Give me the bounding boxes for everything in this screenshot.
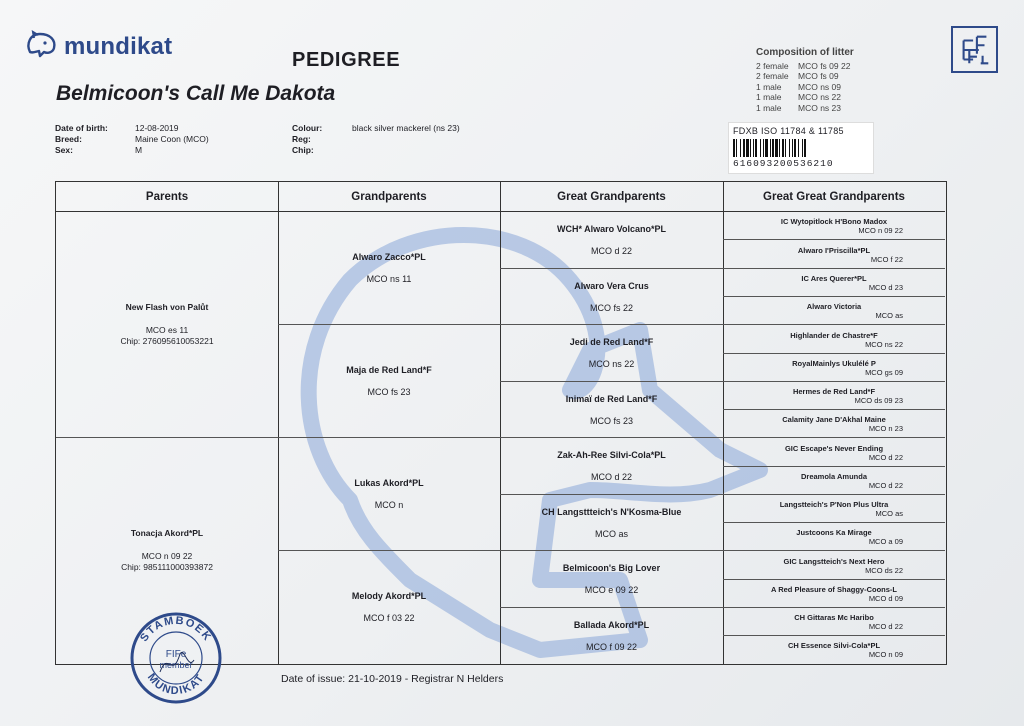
cat-info-right [292,123,460,156]
chip-label: Chip: [292,145,314,155]
stamp-top-text: STAMBOEK [138,614,214,644]
cat-info-left [55,123,209,156]
pedigree-table [55,181,947,665]
litter-row: 2 female MCO fs 09 22 [756,60,851,71]
great-great-grandparent: Highlander de Chastre*F MCO ns 22 [723,325,945,354]
great-great-grandparent: GIC Langstteich's Next Hero MCO ds 22 [723,551,945,580]
birth-value: 12-08-2019 [135,123,179,133]
litter-title: Composition of litter [756,47,854,58]
great-great-grandparent: GIC Escape's Never Ending MCO d 22 [723,438,945,467]
breed-label: Breed: [55,134,82,144]
reg-label: Reg: [292,134,311,144]
great-grandparent: Alwaro Vera Crus MCO fs 22 [500,269,723,325]
great-great-grandparent: Hermes de Red Land*F MCO ds 09 23 [723,382,945,410]
chip-standard: FDXB ISO 11784 & 11785 [733,126,844,136]
great-great-grandparent: Alwaro Victoria MCO as [723,297,945,325]
great-grandparent: WCH* Alwaro Volcano*PL MCO d 22 [500,212,723,269]
great-great-grandparent: Justcoons Ka Mirage MCO a 09 [723,523,945,551]
stamp-center-line1: FIFe [165,649,187,660]
great-grandparent: Belmicoon's Big Lover MCO e 09 22 [500,551,723,608]
grandparent: Lukas Akord*PL MCO n [278,438,500,551]
birth-label: Date of birth: [55,123,108,133]
great-great-grandparents-header: Great Great Grandparents [723,182,945,212]
sex-value: M [135,145,143,155]
litter-row: 1 male MCO ns 22 [756,92,841,102]
cat-name: Belmicoon's Call Me Dakota [56,82,336,105]
colour-value: black silver mackerel (ns 23) [352,123,460,133]
sex-label: Sex: [55,145,73,155]
parent-dam: Tonacja Akord*PL MCO n 09 22 Chip: 985111000393872 [121,528,213,572]
grandparent: Alwaro Zacco*PL MCO ns 11 [278,212,500,325]
stamp-center-line2: member [159,660,193,670]
parents-header: Parents [56,182,278,212]
great-great-grandparent: RoyalMainlys Ukulélé P MCO gs 09 [723,354,945,382]
chip-sticker [728,122,874,174]
litter-row: 1 male MCO ns 23 [756,102,841,113]
great-grandparent: CH Langsttteich's N'Kosma-Blue MCO as [500,495,723,551]
great-great-grandparent: Langstteich's P'Non Plus Ultra MCO as [723,495,945,523]
colour-label: Colour: [292,123,323,133]
grandparents-header: Grandparents [278,182,500,212]
chip-number: 616093200536210 [733,158,834,169]
great-great-grandparent: CH Essence Silvi-Cola*PL MCO n 09 [787,641,903,659]
parent-sire: New Flash von Palůt MCO es 11 Chip: 276095610053221 [56,212,278,438]
litter-composition [756,48,854,113]
great-grandparents-header: Great Grandparents [500,182,723,212]
grandparent: Maja de Red Land*F MCO fs 23 [278,325,500,438]
great-great-grandparent: Dreamola Amunda MCO d 22 [723,467,945,495]
brand-name: mundikat [64,33,173,60]
great-great-grandparent: Alwaro I'Priscilla*PL MCO f 22 [723,240,945,269]
breed-value: Maine Coon (MCO) [135,134,209,144]
cat-head-icon [24,30,62,64]
mundikat-logo [24,30,172,64]
great-great-grandparent: CH Gittaras Mc Haribo MCO d 22 [723,608,945,636]
great-grandparent: Ballada Akord*PL MCO f 09 22 [573,619,650,652]
great-great-grandparent: IC Ares Querer*PL MCO d 23 [723,269,945,297]
svg-text:STAMBOEK [138,615,214,644]
document-title: PEDIGREE [292,49,401,71]
issue-date-line: Date of issue: 21-10-2019 - Registrar N Helders [281,673,504,685]
great-great-grandparent: IC Wytopitlock H'Bono Madox MCO n 09 22 [723,212,945,240]
fife-emblem-icon [956,31,994,69]
great-grandparent: Zak-Ah-Ree Silvi-Cola*PL MCO d 22 [500,438,723,495]
great-grandparent: Inimaï de Red Land*F MCO fs 23 [500,382,723,438]
stamp-bottom-text: MUNDIKAT [144,671,208,698]
litter-row: 2 female MCO fs 09 [756,71,839,81]
litter-row: 1 male MCO ns 09 [756,81,841,92]
great-grandparent: Jedi de Red Land*F MCO ns 22 [500,325,723,382]
grandparent: Melody Akord*PL MCO f 03 22 [351,591,427,623]
great-great-grandparent: Calamity Jane D'Akhal Maine MCO n 23 [723,410,945,438]
fife-logo [951,26,998,73]
great-great-grandparent: A Red Pleasure of Shaggy-Coons-L MCO d 09 [723,580,945,608]
barcode-icon [733,139,869,157]
stamboek-stamp-icon [128,610,224,706]
